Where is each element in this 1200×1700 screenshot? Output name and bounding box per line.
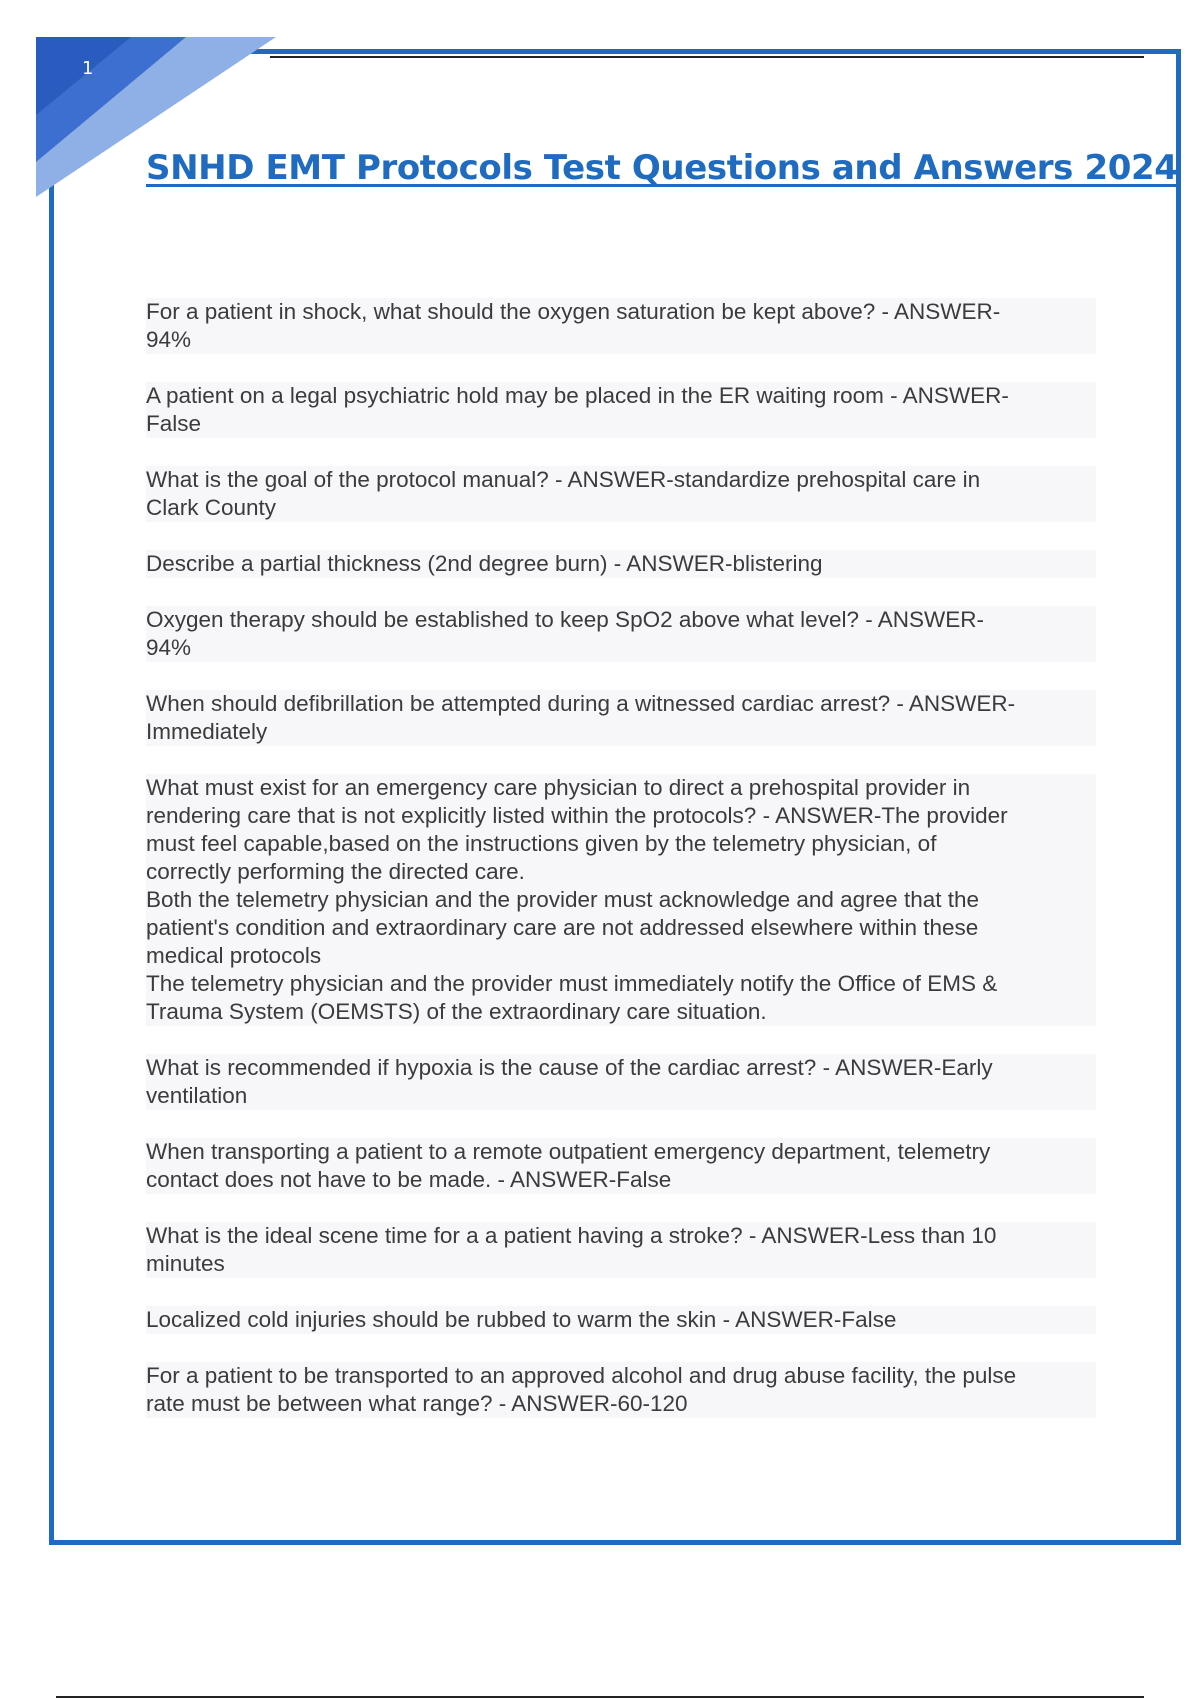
qa-line: Describe a partial thickness (2nd degree burn) - ANSWER-blistering: [146, 551, 823, 576]
qa-item: [146, 690, 1096, 746]
qa-item: [146, 1138, 1096, 1194]
qa-line: What must exist for an emergency care physician to direct a prehospital provider in: [146, 775, 971, 800]
document-title: SNHD EMT Protocols Test Questions and Answers 2024: [146, 148, 1178, 188]
qa-line: For a patient in shock, what should the oxygen saturation be kept above? - ANSWER-: [146, 299, 1001, 324]
qa-line: rendering care that is not explicitly listed within the protocols? - ANSWER-The provider: [146, 803, 1008, 828]
qa-line: contact does not have to be made. - ANSWER-False: [146, 1167, 672, 1192]
footer-rule: [56, 1696, 1144, 1698]
qa-line: 94%: [146, 635, 192, 660]
qa-line: The telemetry physician and the provider must immediately notify the Office of EMS &: [146, 971, 998, 996]
qa-line: What is recommended if hypoxia is the cause of the cardiac arrest? - ANSWER-Early: [146, 1055, 993, 1080]
qa-line: Immediately: [146, 719, 268, 744]
qa-line: Oxygen therapy should be established to keep SpO2 above what level? - ANSWER-: [146, 607, 984, 632]
page-number: 1: [82, 58, 94, 79]
qa-line: Both the telemetry physician and the provider must acknowledge and agree that the: [146, 887, 980, 912]
qa-item: [146, 774, 1096, 1026]
qa-line: Localized cold injuries should be rubbed to warm the skin - ANSWER-False: [146, 1307, 897, 1332]
qa-line: ventilation: [146, 1083, 248, 1108]
qa-line: Clark County: [146, 495, 277, 520]
qa-list: [146, 298, 1096, 1446]
qa-line: What is the goal of the protocol manual? - ANSWER-standardize prehospital care in: [146, 467, 981, 492]
qa-line: False: [146, 411, 202, 436]
qa-item: [146, 1306, 1096, 1334]
qa-line: must feel capable,based on the instructions given by the telemetry physician, of: [146, 831, 937, 856]
header-rule: [270, 56, 1144, 58]
qa-line: Trauma System (OEMSTS) of the extraordinary care situation.: [146, 999, 767, 1024]
qa-item: [146, 606, 1096, 662]
qa-item: [146, 1222, 1096, 1278]
qa-item: [146, 466, 1096, 522]
qa-line: When transporting a patient to a remote outpatient emergency department, telemetry: [146, 1139, 991, 1164]
qa-item: [146, 298, 1096, 354]
qa-line: patient's condition and extraordinary care are not addressed elsewhere within these: [146, 915, 979, 940]
qa-line: For a patient to be transported to an approved alcohol and drug abuse facility, the pulse: [146, 1363, 1017, 1388]
qa-item: [146, 550, 1096, 578]
qa-line: 94%: [146, 327, 192, 352]
qa-line: What is the ideal scene time for a a patient having a stroke? - ANSWER-Less than 10: [146, 1223, 997, 1248]
qa-line: minutes: [146, 1251, 225, 1276]
qa-line: rate must be between what range? - ANSWER-60-120: [146, 1391, 688, 1416]
qa-item: [146, 1362, 1096, 1418]
qa-item: [146, 382, 1096, 438]
qa-line: correctly performing the directed care.: [146, 859, 525, 884]
qa-line: When should defibrillation be attempted during a witnessed cardiac arrest? - ANSWER-: [146, 691, 1016, 716]
qa-item: [146, 1054, 1096, 1110]
qa-line: medical protocols: [146, 943, 322, 968]
qa-line: A patient on a legal psychiatric hold may be placed in the ER waiting room - ANSWER-: [146, 383, 1009, 408]
